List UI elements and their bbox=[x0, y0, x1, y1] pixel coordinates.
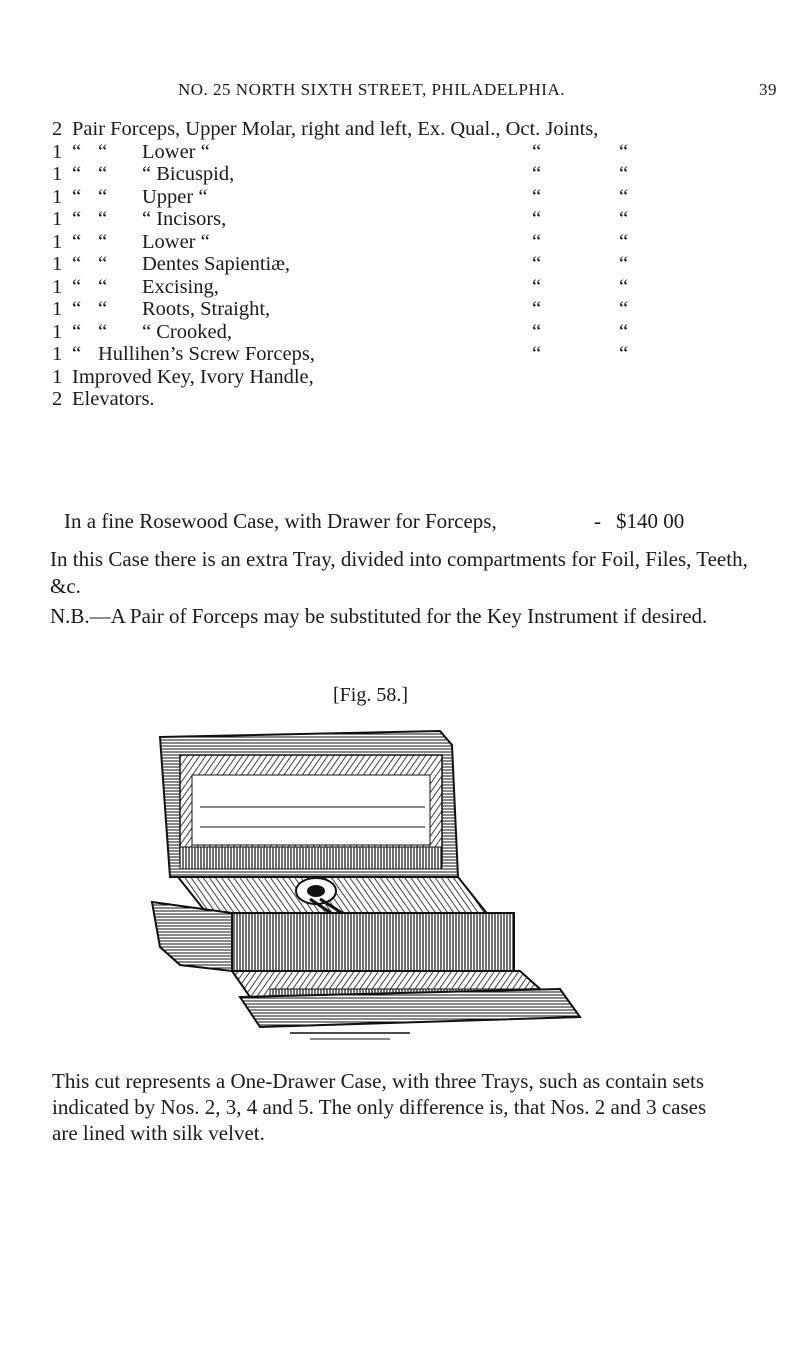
ditto-mark: “ bbox=[98, 298, 108, 320]
ditto-mark: “ bbox=[98, 230, 108, 253]
item-name: Roots, Straight, bbox=[142, 298, 271, 320]
item-qty: 1 bbox=[52, 230, 63, 253]
item-qty: 1 bbox=[52, 140, 63, 163]
item-qty: 1 bbox=[52, 185, 63, 208]
ditto-mark: “ bbox=[532, 208, 542, 230]
ditto-mark: “ bbox=[98, 275, 108, 298]
list-item bbox=[52, 186, 792, 209]
ditto-mark: “ bbox=[98, 208, 108, 230]
ditto-mark: “ bbox=[98, 163, 108, 185]
running-header bbox=[0, 80, 800, 110]
page-number: 39 bbox=[759, 80, 777, 99]
item-name: Lower “ bbox=[142, 230, 210, 253]
item-qty: 1 bbox=[52, 208, 63, 230]
item-qty: 1 bbox=[52, 275, 63, 298]
price-line bbox=[64, 508, 764, 535]
nota-bene: N.B.—A Pair of Forceps may be substituted for the Key Instrument if desired. bbox=[50, 604, 708, 628]
ditto-mark: “ bbox=[619, 163, 629, 185]
price-amount: $140 00 bbox=[616, 509, 685, 533]
list-item bbox=[52, 208, 792, 231]
case-engraving bbox=[140, 727, 660, 1047]
item-name: Dentes Sapientiæ, bbox=[142, 253, 291, 275]
item-qty: 1 bbox=[52, 320, 63, 343]
item-name: Lower “ bbox=[142, 140, 210, 163]
ditto-mark: “ bbox=[72, 208, 82, 230]
ditto-mark: “ bbox=[532, 343, 542, 365]
ditto-mark: “ bbox=[532, 140, 542, 163]
item-name: “ Incisors, bbox=[142, 208, 227, 230]
list-item bbox=[52, 388, 792, 411]
item-name: Excising, bbox=[142, 275, 219, 298]
ditto-mark: “ bbox=[532, 320, 542, 343]
list-item bbox=[52, 343, 792, 366]
ditto-mark: “ bbox=[619, 230, 629, 253]
ditto-mark: “ bbox=[619, 253, 629, 275]
ditto-mark: “ bbox=[72, 163, 82, 185]
figure-label: [Fig. 58.] bbox=[333, 684, 408, 706]
ditto-mark: “ bbox=[619, 298, 629, 320]
list-item bbox=[52, 163, 792, 186]
list-item bbox=[52, 276, 792, 299]
list-item bbox=[52, 231, 792, 254]
ditto-mark: “ bbox=[619, 320, 629, 343]
ditto-mark: “ bbox=[98, 140, 108, 163]
instrument-case-illustration bbox=[140, 727, 660, 1047]
item-text: Improved Key, Ivory Handle, bbox=[72, 365, 314, 388]
ditto-mark: “ bbox=[532, 275, 542, 298]
item-qty: 2 bbox=[52, 388, 63, 410]
list-item bbox=[52, 366, 792, 389]
item-qty: 1 bbox=[52, 163, 63, 185]
ditto-mark: “ bbox=[532, 253, 542, 275]
header-title: NO. 25 NORTH SIXTH STREET, PHILADELPHIA. bbox=[178, 80, 565, 99]
item-name: “ Crooked, bbox=[142, 320, 232, 343]
tray-description: In this Case there is an extra Tray, divided into compartments for Foil, Files, Teeth, &c. bbox=[50, 547, 748, 598]
list-item bbox=[52, 298, 792, 321]
ditto-mark: “ bbox=[532, 185, 542, 208]
ditto-mark: “ bbox=[72, 320, 82, 343]
item-name: Hullihen’s Screw Forceps, bbox=[98, 343, 315, 365]
ditto-mark: “ bbox=[72, 343, 82, 365]
ditto-mark: “ bbox=[619, 140, 629, 163]
ditto-mark: “ bbox=[619, 275, 629, 298]
ditto-mark: “ bbox=[72, 298, 82, 320]
ditto-mark: “ bbox=[619, 185, 629, 208]
item-qty: 1 bbox=[52, 365, 63, 388]
ditto-mark: “ bbox=[72, 185, 82, 208]
ditto-mark: “ bbox=[619, 343, 629, 365]
ditto-mark: “ bbox=[532, 298, 542, 320]
item-qty: 1 bbox=[52, 253, 63, 275]
list-item bbox=[52, 141, 792, 164]
item-list bbox=[52, 118, 792, 411]
ditto-mark: “ bbox=[98, 253, 108, 275]
ditto-mark: “ bbox=[619, 208, 629, 230]
item-name: “ Bicuspid, bbox=[142, 163, 235, 185]
figure-caption: This cut represents a One-Drawer Case, with three Trays, such as contain sets indicated by Nos. 2, 3, 4 and 5. The only difference is, that Nos. 2 and 3 cases are lined with silk velvet. bbox=[52, 1069, 707, 1145]
ditto-mark: “ bbox=[72, 140, 82, 163]
list-item bbox=[52, 321, 792, 344]
price-dash: - bbox=[594, 509, 601, 533]
ditto-mark: “ bbox=[98, 320, 108, 343]
item-name: Upper “ bbox=[142, 185, 208, 208]
list-item bbox=[52, 253, 792, 276]
list-item bbox=[52, 118, 792, 141]
ditto-mark: “ bbox=[72, 253, 82, 275]
ditto-mark: “ bbox=[98, 185, 108, 208]
item-qty: 2 bbox=[52, 118, 63, 140]
ditto-mark: “ bbox=[532, 230, 542, 253]
ditto-mark: “ bbox=[72, 275, 82, 298]
price-description: In a fine Rosewood Case, with Drawer for Forceps, bbox=[64, 509, 497, 533]
item-text: Pair Forceps, Upper Molar, right and left, Ex. Qual., Oct. Joints, bbox=[72, 118, 599, 140]
item-qty: 1 bbox=[52, 343, 63, 365]
ditto-mark: “ bbox=[532, 163, 542, 185]
ditto-mark: “ bbox=[72, 230, 82, 253]
item-text: Elevators. bbox=[72, 388, 155, 410]
item-qty: 1 bbox=[52, 298, 63, 320]
